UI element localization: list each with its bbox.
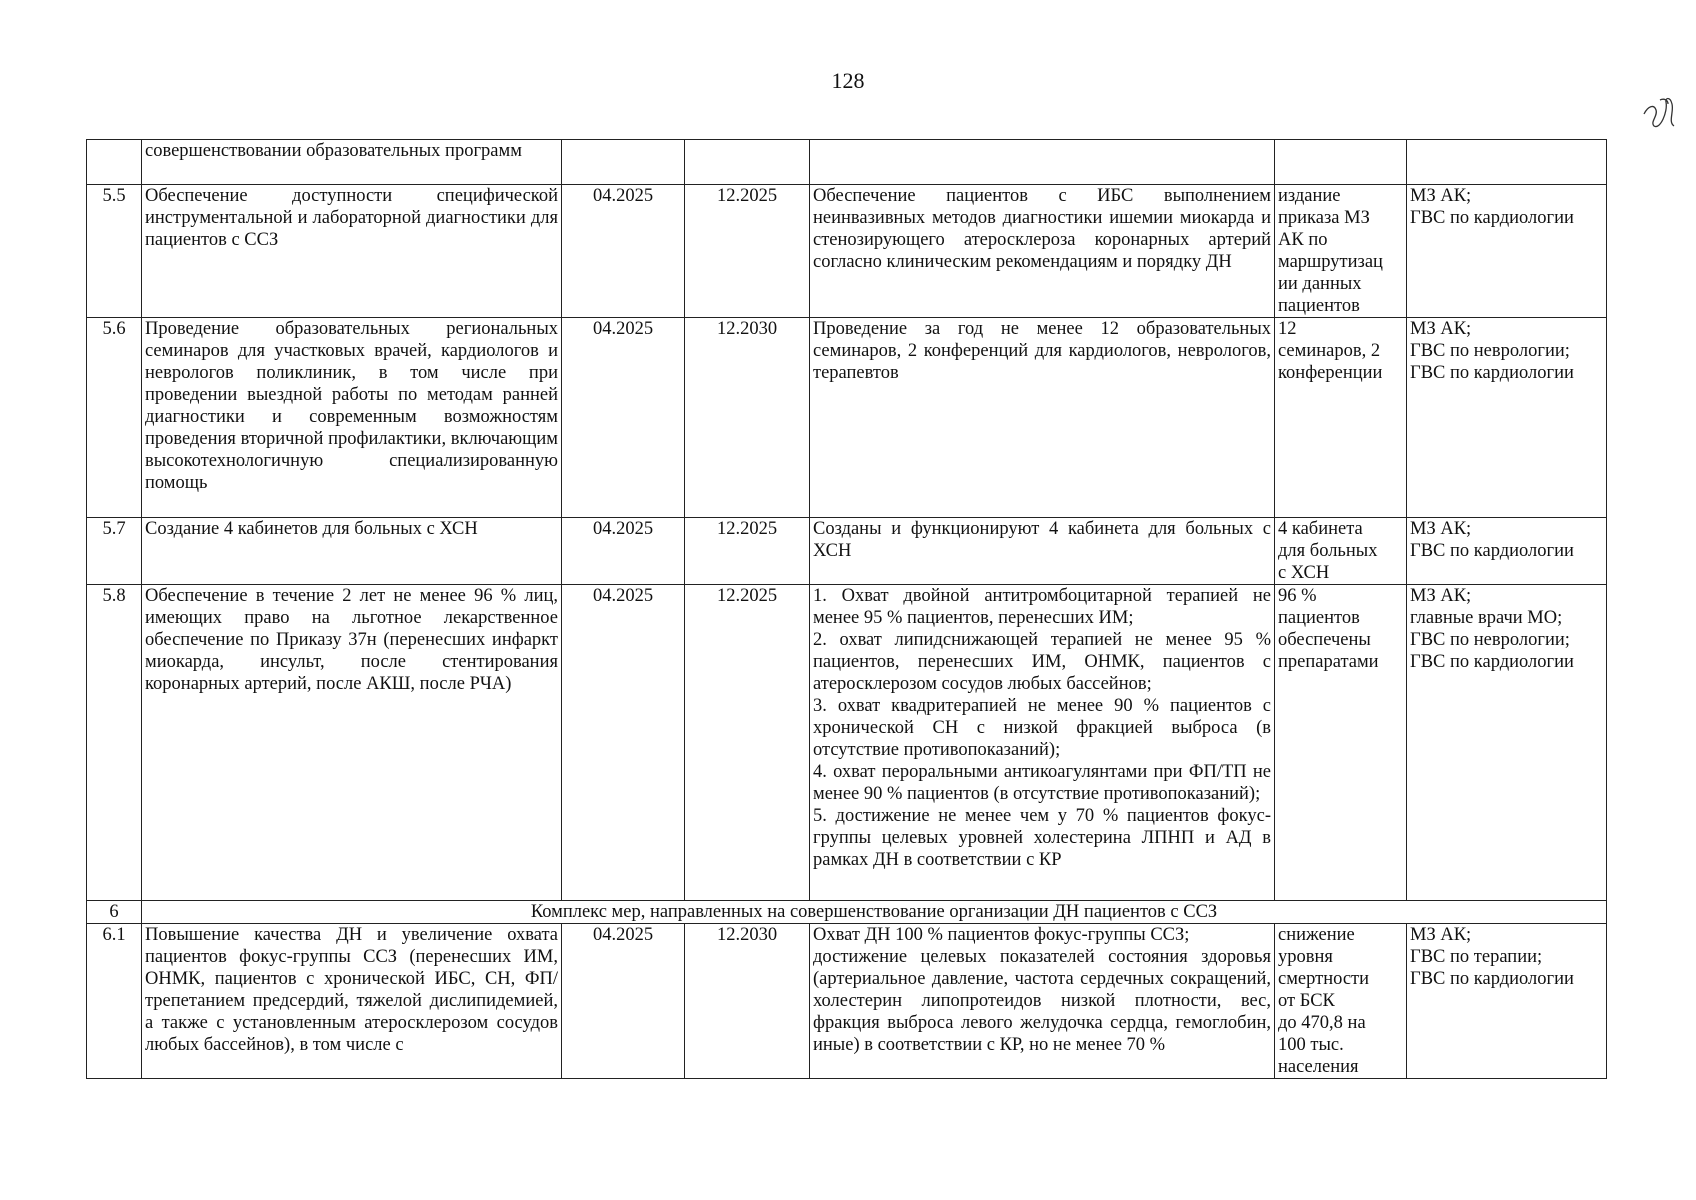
section-title: Комплекс мер, направленных на совершенствование организации ДН пациентов с ССЗ	[142, 901, 1607, 924]
result-text: 96 %	[1278, 586, 1317, 606]
characteristic-text: 2. охват липидснижающей терапией не менее 95 % пациентов, перенесших ИМ, ОНМК, пациентов с атеросклерозом сосудов любых бассейнов;	[813, 630, 1271, 694]
result-text: препаратами	[1278, 652, 1379, 672]
responsible-text: МЗ АК;	[1410, 519, 1472, 539]
activity-text: совершенствовании образовательных программ	[145, 141, 522, 161]
result-text: пациентов	[1278, 608, 1360, 628]
result-cell	[1275, 140, 1407, 185]
characteristic-text: 4. охват пероральными антикоагулянтами при ФП/ТП не менее 90 % пациентов (в отсутствие противопоказаний);	[813, 762, 1271, 804]
responsible-text: ГВС по кардиологии	[1410, 363, 1574, 383]
activity-cell	[142, 924, 562, 1079]
table-row	[87, 585, 1607, 901]
result-text: ии данных	[1278, 274, 1362, 294]
characteristic-text: достижение целевых показателей состояния здоровья (артериальное давление, частота сердечных сокращений, холестерин липопротеидов низкой плотности, вес, фракция выброса левого желудочка сердца, гемоглобин, иные) в соответствии с КР, но не менее 70 %	[813, 947, 1271, 1055]
activity-text: Обеспечение доступности специфической инструментальной и лабораторной диагностики для пациентов с ССЗ	[145, 186, 558, 250]
result-text: от БСК	[1278, 991, 1335, 1011]
result-text: уровня	[1278, 947, 1333, 967]
result-cell	[1275, 585, 1407, 901]
result-text: приказа МЗ	[1278, 208, 1370, 228]
responsible-text: ГВС по кардиологии	[1410, 541, 1574, 561]
result-text: конференции	[1278, 363, 1383, 383]
responsible-cell	[1407, 585, 1607, 901]
characteristic-cell	[810, 140, 1275, 185]
start-date-cell: 04.2025	[562, 185, 685, 318]
activity-cell	[142, 585, 562, 901]
result-text: до 470,8 на	[1278, 1013, 1366, 1033]
row-number: 5.7	[87, 518, 142, 585]
responsible-text: ГВС по кардиологии	[1410, 208, 1574, 228]
activity-cell	[142, 518, 562, 585]
result-cell	[1275, 924, 1407, 1079]
responsible-text: МЗ АК;	[1410, 319, 1472, 339]
characteristic-text: Охват ДН 100 % пациентов фокус-группы ССЗ;	[813, 925, 1190, 945]
responsible-cell	[1407, 185, 1607, 318]
result-text: 100 тыс.	[1278, 1035, 1344, 1055]
characteristic-text: Проведение за год не менее 12 образовательных семинаров, 2 конференций для кардиологов, неврологов, терапевтов	[813, 319, 1271, 383]
section-number: 6	[87, 901, 142, 924]
activity-text: Проведение образовательных региональных семинаров для участковых врачей, кардиологов и неврологов поликлиник, в том числе при проведении выездной работы по методам ранней диагностики и современным возможностям проведения вторичной профилактики, включающим высокотехнологичную специализированную помощь	[145, 319, 558, 493]
start-date-cell	[562, 140, 685, 185]
end-date-cell: 12.2025	[685, 518, 810, 585]
handwritten-signature	[1638, 92, 1684, 132]
responsible-cell	[1407, 318, 1607, 518]
result-text: смертности	[1278, 969, 1370, 989]
row-number: 6.1	[87, 924, 142, 1079]
start-date-cell: 04.2025	[562, 518, 685, 585]
start-date-cell: 04.2025	[562, 318, 685, 518]
end-date-cell	[685, 140, 810, 185]
characteristic-cell	[810, 518, 1275, 585]
responsible-text: главные врачи МО;	[1410, 608, 1563, 628]
result-text: населения	[1278, 1057, 1359, 1077]
characteristic-text: 1. Охват двойной антитромбоцитарной терапией не менее 95 % пациентов, перенесших ИМ;	[813, 586, 1271, 628]
responsible-text: ГВС по неврологии;	[1410, 341, 1570, 361]
row-number: 5.6	[87, 318, 142, 518]
end-date-cell: 12.2030	[685, 924, 810, 1079]
activity-cell	[142, 318, 562, 518]
responsible-cell	[1407, 140, 1607, 185]
table-row	[87, 185, 1607, 318]
result-text: снижение	[1278, 925, 1355, 945]
result-cell	[1275, 185, 1407, 318]
activity-text: Повышение качества ДН и увеличение охвата пациентов фокус-группы ССЗ (перенесших ИМ, ОНМК, пациентов с хронической ИБС, СН, ФП/трепетанием предсердий, тяжелой дислипидемией, а также с установленным атеросклерозом сосудов любых бассейнов), в том числе с	[145, 925, 558, 1055]
plan-table	[86, 139, 1607, 1079]
characteristic-text: Созданы и функционируют 4 кабинета для больных с ХСН	[813, 519, 1271, 561]
activity-text: Обеспечение в течение 2 лет не менее 96 % лиц, имеющих право на льготное лекарственное обеспечение по Приказу 37н (перенесших инфаркт миокарда, инсульт, после стентирования коронарных артерий, после АКШ, после РЧА)	[145, 586, 558, 694]
characteristic-cell	[810, 185, 1275, 318]
responsible-cell	[1407, 518, 1607, 585]
responsible-cell	[1407, 924, 1607, 1079]
result-text: с ХСН	[1278, 563, 1330, 583]
responsible-text: ГВС по терапии;	[1410, 947, 1543, 967]
table-row	[87, 318, 1607, 518]
result-text: для больных	[1278, 541, 1378, 561]
end-date-cell: 12.2030	[685, 318, 810, 518]
table-row	[87, 518, 1607, 585]
result-text: АК по	[1278, 230, 1328, 250]
result-text: 4 кабинета	[1278, 519, 1363, 539]
responsible-text: МЗ АК;	[1410, 186, 1472, 206]
characteristic-text: 3. охват квадритерапией не менее 90 % пациентов с хронической СН с низкой фракцией выброса (в отсутствие противопоказаний);	[813, 696, 1271, 760]
result-text: издание	[1278, 186, 1341, 206]
activity-cell	[142, 185, 562, 318]
responsible-text: ГВС по неврологии;	[1410, 630, 1570, 650]
page-number: 128	[831, 68, 865, 93]
responsible-text: МЗ АК;	[1410, 586, 1472, 606]
activity-text: Создание 4 кабинетов для больных с ХСН	[145, 519, 478, 539]
table-row	[87, 924, 1607, 1079]
result-cell	[1275, 318, 1407, 518]
start-date-cell: 04.2025	[562, 585, 685, 901]
characteristic-text: Обеспечение пациентов с ИБС выполнением неинвазивных методов диагностики ишемии миокарда и стенозирующего атеросклероза коронарных артерий согласно клиническим рекомендациям и порядку ДН	[813, 186, 1271, 272]
characteristic-text: 5. достижение не менее чем у 70 % пациентов фокус-группы целевых уровней холестерина ЛПНП и АД в рамках ДН в соответствии с КР	[813, 806, 1271, 870]
result-text: пациентов	[1278, 296, 1360, 316]
row-number: 5.8	[87, 585, 142, 901]
result-text: 12	[1278, 319, 1297, 339]
activity-cell	[142, 140, 562, 185]
result-text: маршрутизац	[1278, 252, 1383, 272]
responsible-text: ГВС по кардиологии	[1410, 652, 1574, 672]
row-number	[87, 140, 142, 185]
result-text: семинаров, 2	[1278, 341, 1381, 361]
result-cell	[1275, 518, 1407, 585]
characteristic-cell	[810, 318, 1275, 518]
end-date-cell: 12.2025	[685, 185, 810, 318]
responsible-text: МЗ АК;	[1410, 925, 1472, 945]
section-row	[87, 901, 1607, 924]
characteristic-cell	[810, 924, 1275, 1079]
start-date-cell: 04.2025	[562, 924, 685, 1079]
end-date-cell: 12.2025	[685, 585, 810, 901]
table-row	[87, 140, 1607, 185]
row-number: 5.5	[87, 185, 142, 318]
responsible-text: ГВС по кардиологии	[1410, 969, 1574, 989]
characteristic-cell	[810, 585, 1275, 901]
result-text: обеспечены	[1278, 630, 1371, 650]
